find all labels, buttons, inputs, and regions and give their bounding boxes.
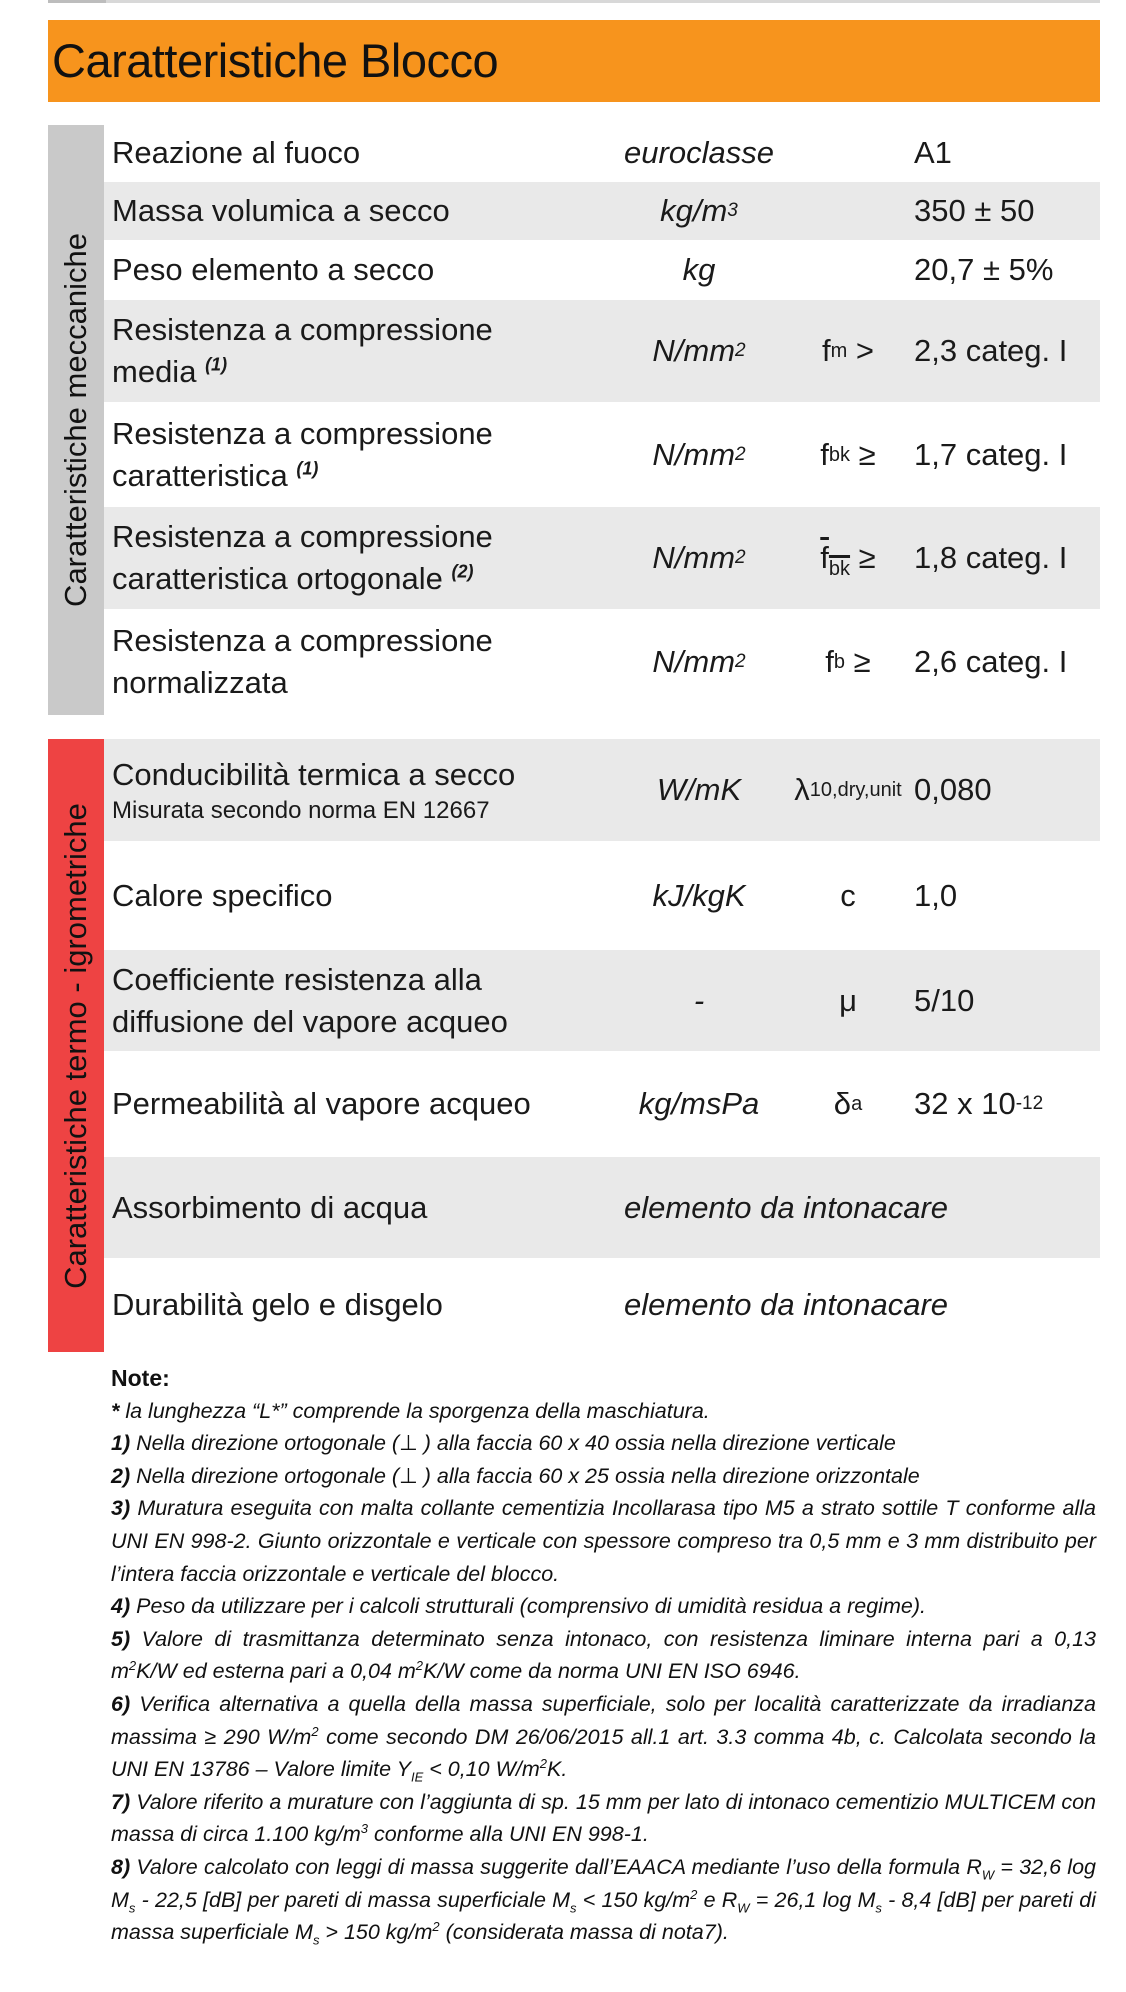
row-value: 1,0 — [914, 877, 958, 913]
row-symbol: λ 10,dry,unit — [794, 772, 902, 807]
row-symbol: f b ≥ — [825, 644, 871, 679]
note-item: 4) Peso da utilizzare per i calcoli strutturali (comprensivo di umidità residua a regime). — [111, 1594, 926, 1619]
mechanical-side-label — [48, 125, 104, 715]
row-unit: N/mm 2 — [652, 436, 746, 472]
row-label: Peso elemento a secco — [112, 252, 435, 287]
thermal-side-label — [48, 739, 104, 1352]
row-label: Durabilità gelo e disgelo — [112, 1287, 443, 1322]
row-vapour-resistance — [104, 950, 1100, 1053]
row-symbol: δ a — [833, 1086, 863, 1121]
row-absorption — [104, 1157, 1100, 1260]
row-symbol: $f_{bk}$ ≥ — [820, 540, 876, 581]
row-mean-strength — [104, 300, 1100, 404]
note-item: 8) Valore calcolato con leggi di massa suggerite dall’EAACA mediante l’uso della formula $R_W = 32,6$ $\log M_s - 22,5$ [dB] per pareti di massa superficiale $M_s < 150$ $kg/m^2$ e $R_W = 26,1$ $\log M_s - 8,4$ [dB] per pareti di massa superficiale $M_s > 150$ $kg/m^2$ (considerata massa di nota7). — [111, 1854, 1096, 1948]
row-symbol: f m > — [821, 333, 875, 368]
mechanical-section-title: Caratteristiche meccaniche — [58, 233, 93, 607]
row-label: Permeabilità al vapore acqueo — [112, 1086, 531, 1121]
row-value: 0,080 — [914, 772, 992, 807]
row-label: Resistenza a compressione caratteristica $^{(1)}$ — [112, 415, 493, 493]
notes-heading: Note: — [111, 1365, 170, 1391]
row-value: 350 ± 50 — [914, 193, 1035, 228]
row-label: Calore specifico — [112, 877, 333, 913]
row-unit: kg/m 3 — [660, 193, 738, 228]
note-item: 3) Muratura eseguita con malta collante cementizia Incollarasa tipo M5 a strato sottile T conforme alla UNI EN 998-2. Giunto orizzontale e verticale con spessore compreso tra 0,5 mm e 3 mm distribuito per l’intera faccia orizzontale e verticale del blocco. — [111, 1496, 1096, 1586]
row-label: Resistenza a compressione normalizzata — [112, 623, 493, 700]
row-value: elemento da intonacare — [624, 1189, 949, 1225]
title-bar — [48, 20, 1100, 102]
page-title: Caratteristiche Blocco — [52, 34, 499, 87]
row-permeability — [104, 1053, 1100, 1157]
row-label: Massa volumica a secco — [112, 193, 450, 228]
note-ref: (1) — [205, 354, 228, 375]
note-item: * la lunghezza “L*” comprende la sporgenza della maschiatura. — [111, 1398, 710, 1423]
row-value: 2,3 categ. I — [914, 333, 1068, 368]
notes — [111, 1362, 1096, 1949]
row-conductivity — [104, 739, 1100, 843]
row-unit: kg/msPa — [638, 1086, 760, 1121]
note-item: 6) Verifica alternativa a quella della massa superficiale, solo per località caratterizzate da irradianza massima ≥ 290 $W/m^2$ come secondo DM 26/06/2015 all.1 art. 3.3 comma 4b, c. Calcolata secondo la UNI EN 13786 – Valore limite $Y_{IE} < 0,10$ $W/m^2K$. — [111, 1691, 1097, 1785]
row-label: Assorbimento di acqua — [112, 1189, 428, 1225]
row-char-strength — [104, 404, 1100, 507]
note-item: 7) Valore riferito a murature con l’aggiunta di sp. 15 mm per lato di intonaco cementizio MULTICEM con massa di circa 1.100 $kg/m^3$ conforme alla UNI EN 998-1. — [111, 1789, 1096, 1847]
row-sublabel: Misurata secondo norma EN 12667 — [112, 797, 490, 824]
row-norm-strength — [104, 611, 1100, 715]
note-ref: (2) — [451, 561, 474, 582]
row-specific-heat — [104, 843, 1100, 950]
row-value: elemento da intonacare — [624, 1287, 949, 1322]
row-value: 32 x 10 -12 — [914, 1086, 1044, 1121]
top-rule — [48, 0, 1100, 3]
row-unit: euroclasse — [624, 134, 774, 170]
mechanical-section — [48, 125, 1100, 715]
row-frost — [104, 1260, 1100, 1352]
row-label: Resistenza a compressione media $^{(1)}$ — [112, 312, 493, 389]
row-value: 1,7 categ. I — [914, 436, 1068, 472]
note-item: 5) Valore di trasmittanza determinato senza intonaco, con resistenza liminare interna pari a 0,13 $m^2K/W$ ed esterna pari a 0,04 $m^2K/W$ come da norma UNI EN ISO 6946. — [111, 1626, 1096, 1684]
row-symbol: c — [840, 877, 856, 913]
thermal-rows — [104, 739, 1100, 1352]
row-value: 5/10 — [914, 982, 975, 1018]
row-unit: kg — [682, 252, 716, 287]
row-value: 1,8 categ. I — [914, 540, 1068, 575]
mechanical-rows — [104, 125, 1100, 715]
note-ref: (1) — [296, 458, 319, 479]
row-density — [104, 182, 1100, 242]
row-label: Conducibilità termica a secco Misurata secondo norma EN 12667 — [112, 757, 516, 824]
thermal-section — [48, 739, 1100, 1352]
note-item: 2) Nella direzione ortogonale (⊥ ) alla faccia 60 x 25 ossia nella direzione orizzontale — [111, 1463, 920, 1488]
row-label: Resistenza a compressione caratteristica ortogonale $^{(2)}$ — [112, 519, 493, 596]
row-unit: N/mm 2 — [652, 333, 746, 368]
row-unit: W/mK — [656, 772, 742, 807]
row-symbol: f bk ≥ — [820, 436, 876, 472]
top-rule-tab — [48, 0, 106, 3]
thermal-section-title: Caratteristiche termo - igrometriche — [58, 802, 93, 1289]
row-value: 20,7 ± 5% — [914, 252, 1054, 287]
row-unit: kJ/kgK — [652, 877, 746, 913]
row-ortho-strength — [104, 507, 1100, 611]
row-unit: N/mm 2 — [652, 644, 746, 679]
row-unit: N/mm 2 — [652, 540, 746, 575]
note-item: 1) Nella direzione ortogonale (⊥ ) alla faccia 60 x 40 ossia nella direzione verticale — [111, 1431, 896, 1456]
row-unit: - — [693, 982, 705, 1018]
row-symbol: μ — [839, 982, 857, 1018]
row-value: 2,6 categ. I — [914, 644, 1068, 679]
row-label: Reazione al fuoco — [112, 134, 361, 170]
row-fire — [104, 125, 1100, 182]
row-label: Coefficiente resistenza alla diffusione del vapore acqueo — [112, 961, 508, 1039]
row-weight — [104, 242, 1100, 300]
row-value: A1 — [914, 134, 952, 170]
